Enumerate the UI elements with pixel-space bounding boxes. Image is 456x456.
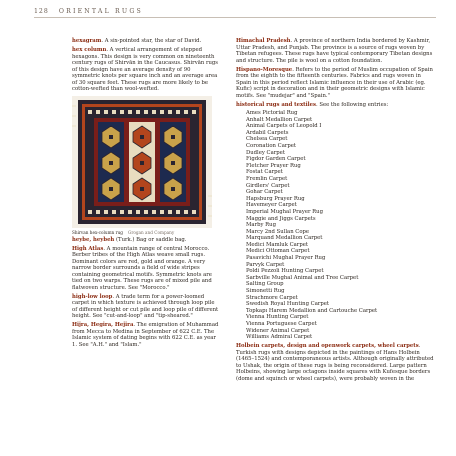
glossary-entry-high-low-loop — [72, 294, 220, 320]
historical-rug-item: Medici Mamluk Carpet — [246, 241, 308, 248]
historical-rug-item: Havemeyer Carpet — [246, 202, 297, 209]
historical-rug-item: Anhalt Medallion Carpet — [246, 116, 313, 123]
historical-rug-item: Chelsea Carpet — [246, 136, 288, 143]
entry-term: historical rugs and textiles — [236, 101, 316, 108]
historical-rug-item: Vienna Hunting Carpet — [246, 314, 309, 321]
running-title: ORIENTAL RUGS — [58, 7, 143, 15]
right-column — [236, 38, 436, 385]
historical-rug-item: Imperial Mughal Prayer Rug — [246, 208, 323, 215]
entry-term: Hijra, Hegira, Hejira — [72, 322, 134, 328]
entry-term: heybe, heybeh — [72, 236, 115, 243]
historical-rug-item: Girdlers' Carpet — [246, 182, 290, 189]
historical-rug-item: Fletcher Prayer Rug — [246, 162, 301, 169]
historical-rug-item: Animal Carpets of Leopold I — [246, 123, 322, 130]
glossary-entry-hispano-moresque — [236, 67, 436, 100]
historical-rug-item: Hapsburg Prayer Rug — [246, 195, 305, 202]
historical-rug-item: Ames Pictorial Rug — [246, 110, 298, 116]
entry-term: high-low loop — [72, 293, 113, 300]
glossary-entry-high-atlas — [72, 246, 220, 292]
photo-credit: Grogan and Company — [127, 229, 175, 235]
historical-rug-item: Fremlin Carpet — [246, 175, 288, 182]
historical-rug-item: Gohar Carpet — [246, 189, 283, 196]
historical-rug-item: Simonetti Rug — [246, 288, 285, 295]
historical-rug-item: Coronation Carpet — [246, 142, 297, 149]
entry-definition: . A vertical arrangement of stepped hexagons. This design is very common on nineteenth century rugs of Shirvān in the Caucasus. Shirvān rugs of this design have an average density of 90 symmetric knots per square inch and an average area of 30 square feet. These rugs are more likely to be cotton-wefted than wool-wefted. — [72, 47, 219, 92]
historical-rug-item: Vienna Portuguese Carpet — [246, 321, 317, 327]
historical-rug-item: Strachmore Carpet — [246, 294, 298, 301]
running-header — [34, 5, 143, 17]
historical-rug-item: Poldi Pezzoli Hunting Carpet — [246, 268, 324, 275]
entry-definition: . A province of northern India bordered by Kashmir, Uttar Pradesh, and Punjab. The province is a source of rugs woven by Tibetan refugees. These rugs have typical contemporary Tibetan designs and structure. The pile is wool on a cotton foundation. — [236, 38, 433, 64]
historical-rug-item: Williams Admiral Carpet — [246, 334, 313, 341]
glossary-entry-heybe — [72, 237, 220, 244]
historical-rug-item: Swedish Royal Hunting Carpet — [246, 301, 330, 308]
entry-definition: . Turkish rugs with designs depicted in the paintings of Hans Holbein (1465–1524) and contemporaneous artists. Although originally attributed to Ushak, the origin of these rugs is being reconsidered. Large pattern Holbeins, showing large octagons inside squares with Kufesque borders (dome and squinch or wheel carpets), were probably woven in the — [236, 343, 434, 382]
historical-rug-item: Sarbville Mughal Animal and Tree Carpet — [246, 274, 359, 281]
entry-definition: . See the following entries: — [315, 101, 389, 108]
historical-rug-item: Parvyk Carpet — [246, 261, 285, 268]
entry-definition: . A six-pointed star, the star of David. — [101, 38, 202, 44]
entry-definition: . Refers to the period of Muslim occupation of Spain from the eighth to the fifteenth centuries. Fabrics and rugs woven in Spain in this period reflect Islamic influence in their use of Arabic (eg. Kufic) script in decoration and in their geometric designs with Islamic motifs. See "mudejar" and "Spain." — [236, 66, 433, 99]
entry-term: Himachal Pradesh — [236, 38, 291, 44]
historical-rug-item: Maggie and Jiggs Carpets — [246, 215, 316, 222]
header-rule — [34, 17, 436, 18]
historical-rug-item: Marby Rug — [246, 222, 276, 229]
historical-rug-item: Topkapı Harem Medallion and Cartouche Carpet — [246, 307, 378, 314]
figure — [72, 96, 212, 235]
glossary-entry-historical-rugs — [236, 102, 436, 341]
historical-rugs-list — [246, 110, 436, 341]
historical-rug-item: Figdor Garden Carpet — [246, 156, 306, 163]
glossary-entry-hex-column — [72, 47, 220, 93]
glossary-entry-hijra — [72, 322, 220, 348]
historical-rug-item: Medici Ottoman Carpet — [246, 248, 310, 255]
rug-photo — [72, 96, 212, 228]
historical-rug-item: Salting Group — [246, 281, 284, 288]
entry-term: Holbein carpets, design and openwork carpets, wheel carpets — [236, 343, 419, 350]
figure-caption — [72, 230, 212, 235]
historical-rug-item: Pasavichi Mughal Prayer Rug — [246, 255, 326, 262]
historical-rug-item: Marcy 2nd Sullan Cope — [246, 228, 310, 235]
left-column — [72, 38, 220, 351]
entry-term: hex column — [72, 47, 107, 53]
historical-rug-item: Dudley Carpet — [246, 149, 285, 156]
entry-definition: (Turk.) Bag or saddle bag. — [114, 236, 187, 243]
entry-definition: . A trade term for a power-loomed carpet in which texture is achieved through loop pile of different height or cut pile and loop pile of different height. See "cut-and-loop" and "tip-sheared." — [72, 293, 219, 319]
entry-definition: . A mountain range of central Morocco. Berber tribes of the High Atlas weave small rugs. Dominant colors are red, gold and orange. A very narrow border surrounds a field of wide stripes containing geometrical motifs. Symmetric knots are tied on two warps. These rugs are of mixed pile and flatwoven structure. See "Morocco." — [72, 245, 212, 291]
caption-text: Shirvan hex-column rug — [72, 229, 123, 235]
glossary-entry-himachal-pradesh — [236, 38, 436, 64]
entry-definition: . The emigration of Muhammad from Mecca to Medina in September of 622 C.E. The Islamic system of dating begins with 622 C.E. as year 1. See "A.H." and "Islam." — [72, 322, 219, 348]
glossary-entry-holbein — [236, 343, 436, 382]
page-number: 128 — [34, 7, 49, 15]
historical-rug-item: Marquand Medallion Carpet — [246, 235, 323, 242]
entry-term: Hispano-Moresque — [236, 66, 293, 73]
glossary-entry-hexagram — [72, 38, 220, 45]
historical-rug-item: Widener Animal Carpet — [246, 327, 310, 334]
historical-rug-item: Ardabil Carpets — [246, 129, 289, 136]
entry-term: hexagram — [72, 38, 102, 44]
historical-rug-item: Fostat Carpet — [246, 169, 283, 176]
entry-term: High Atlas — [72, 245, 104, 252]
